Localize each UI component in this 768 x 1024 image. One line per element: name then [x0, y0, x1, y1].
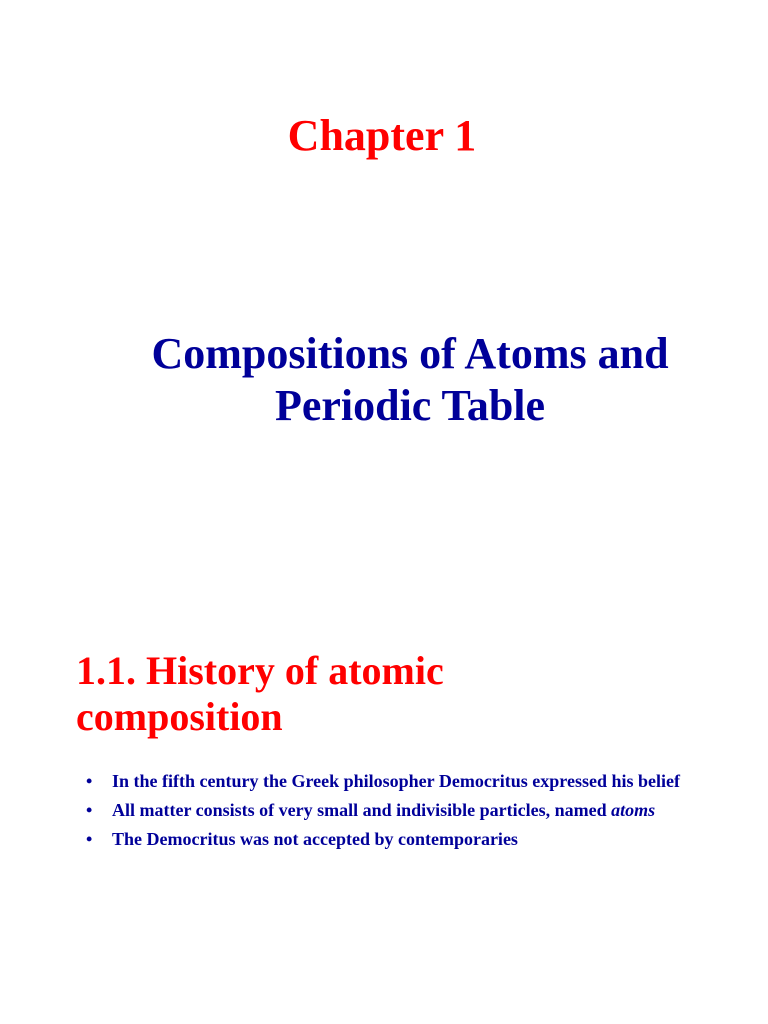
bullet-emphasis: atoms: [611, 800, 656, 820]
bullet-text: All matter consists of very small and indivisible particles, named: [112, 800, 612, 820]
chapter-title: Chapter 1: [287, 111, 477, 160]
section-heading-line-2: composition: [76, 694, 283, 739]
list-item: [86, 770, 686, 793]
chapter-subtitle-line-2: Periodic Table: [274, 381, 546, 430]
section-heading-line-1: 1.1. History of atomic: [76, 648, 444, 693]
chapter-subtitle-line-1: Compositions of Atoms and: [151, 329, 669, 378]
bullet-text: In the fifth century the Greek philosopher Democritus expressed his belief: [112, 771, 680, 791]
bullet-text: The Democritus was not accepted by contemporaries: [112, 829, 518, 849]
list-item: [86, 799, 686, 822]
chapter-subtitle: [0, 328, 768, 432]
section-heading: [76, 648, 716, 740]
list-item: [86, 828, 686, 851]
bullet-list: [86, 770, 686, 857]
bullet-icon: •: [86, 771, 93, 791]
bullet-icon: •: [86, 800, 93, 820]
bullet-icon: •: [86, 829, 93, 849]
